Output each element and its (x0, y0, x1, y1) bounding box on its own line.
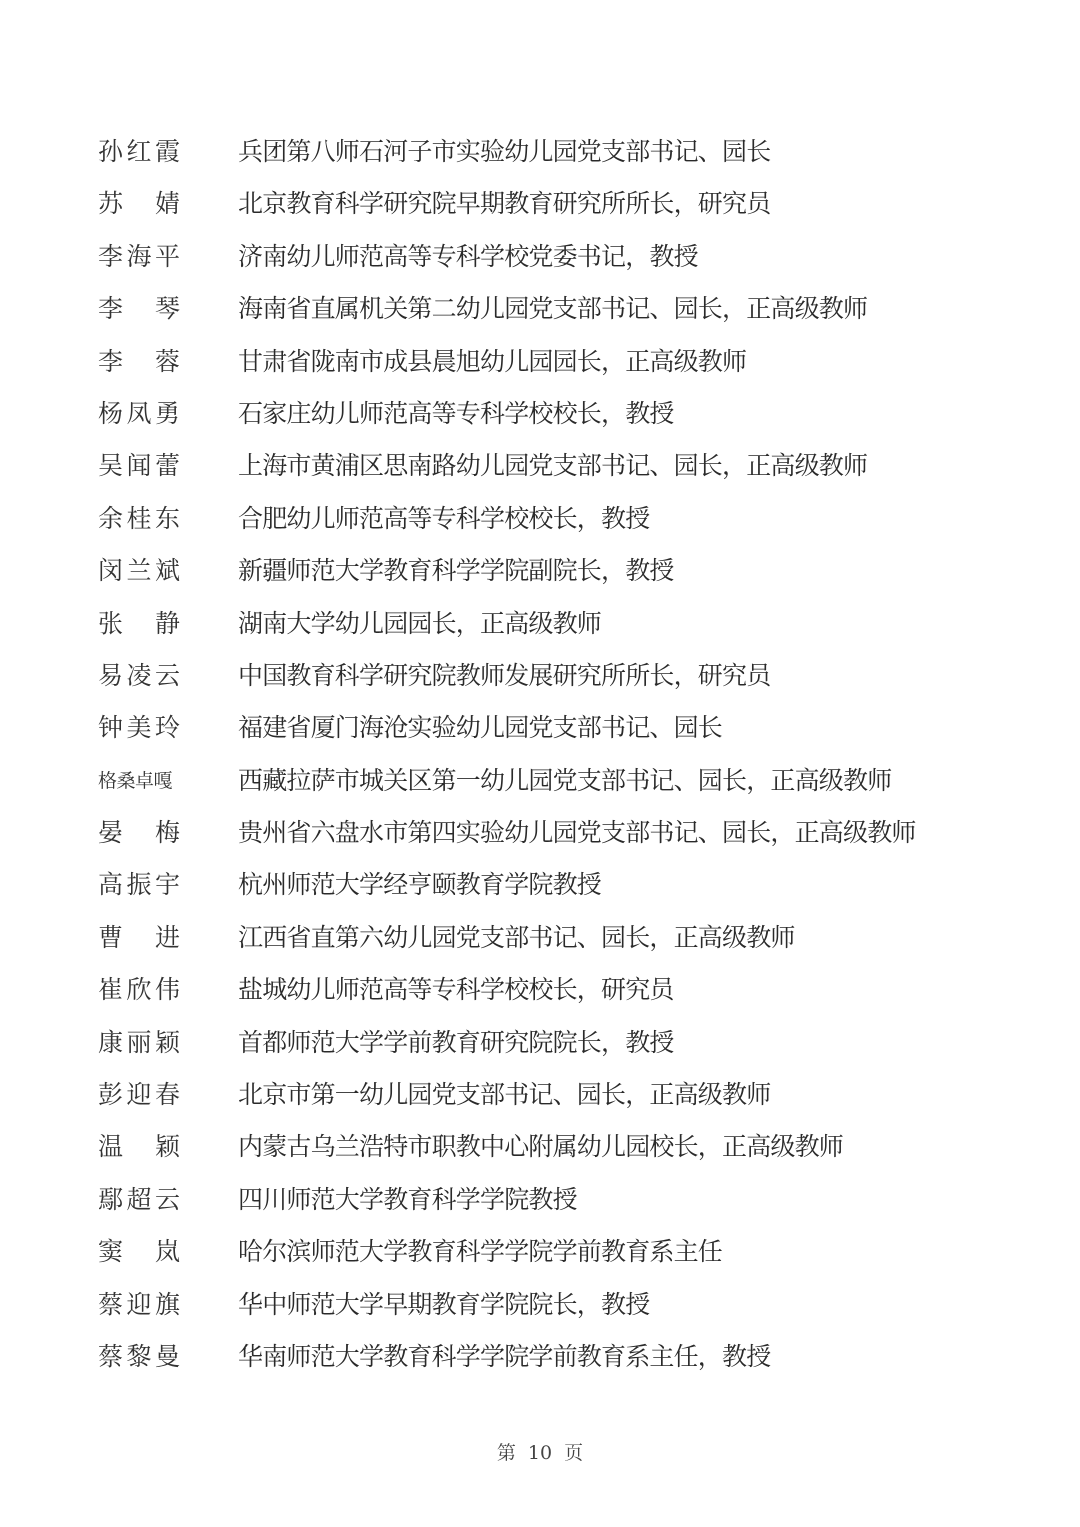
list-item (98, 1283, 998, 1335)
list-item (98, 916, 998, 968)
member-name: 苏 婧 (98, 189, 180, 219)
member-description: 中国教育科学研究院教师发展研究所所长，研究员 (238, 660, 771, 690)
member-name: 格桑卓嘎 (98, 769, 173, 792)
member-name: 鄢超云 (98, 1184, 180, 1214)
member-description: 四川师范大学教育科学学院教授 (238, 1184, 577, 1214)
member-description: 华南师范大学教育科学学院学前教育系主任，教授 (238, 1341, 771, 1371)
member-name: 康丽颖 (98, 1027, 180, 1057)
member-name: 曹 进 (98, 922, 180, 952)
list-item (98, 444, 998, 496)
list-item (98, 1021, 998, 1073)
member-name: 吴闻蕾 (98, 451, 180, 481)
member-name: 李 蓉 (98, 346, 180, 376)
member-name: 李 琴 (98, 294, 180, 324)
list-item (98, 392, 998, 444)
member-name: 蔡黎曼 (98, 1341, 180, 1371)
member-description: 上海市黄浦区思南路幼儿园党支部书记、园长，正高级教师 (238, 451, 868, 481)
list-item (98, 602, 998, 654)
member-name: 李海平 (98, 241, 180, 271)
member-name: 窦 岚 (98, 1237, 180, 1267)
member-name: 温 颖 (98, 1132, 180, 1162)
member-name: 高振宇 (98, 870, 180, 900)
list-item (98, 1335, 998, 1387)
list-item (98, 287, 998, 339)
member-name: 崔欣伟 (98, 975, 180, 1005)
member-description: 哈尔滨师范大学教育科学学院学前教育系主任 (238, 1237, 723, 1267)
member-description: 湖南大学幼儿园园长，正高级教师 (238, 608, 602, 638)
list-item (98, 863, 998, 915)
list-item (98, 968, 998, 1020)
list-item (98, 811, 998, 863)
member-description: 贵州省六盘水市第四实验幼儿园党支部书记、园长，正高级教师 (238, 818, 916, 848)
list-item (98, 706, 998, 758)
member-description: 济南幼儿师范高等专科学校党委书记，教授 (238, 241, 698, 271)
member-description: 海南省直属机关第二幼儿园党支部书记、园长，正高级教师 (238, 294, 868, 324)
member-name: 钟美玲 (98, 713, 180, 743)
list-item (98, 340, 998, 392)
list-item (98, 549, 998, 601)
member-description: 新疆师范大学教育科学学院副院长，教授 (238, 556, 674, 586)
member-description: 江西省直第六幼儿园党支部书记、园长，正高级教师 (238, 922, 795, 952)
member-name: 孙红霞 (98, 137, 180, 166)
list-item (98, 130, 998, 182)
list-item (98, 1073, 998, 1125)
member-description: 福建省厦门海沧实验幼儿园党支部书记、园长 (238, 713, 723, 743)
member-description: 华中师范大学早期教育学院院长，教授 (238, 1289, 650, 1319)
member-description: 北京市第一幼儿园党支部书记、园长，正高级教师 (238, 1080, 771, 1110)
member-description: 盐城幼儿师范高等专科学校校长，研究员 (238, 975, 674, 1005)
member-description: 首都师范大学学前教育研究院院长，教授 (238, 1027, 674, 1057)
list-item (98, 235, 998, 287)
member-name: 张 静 (98, 608, 180, 638)
member-name: 彭迎春 (98, 1080, 180, 1110)
list-item (98, 182, 998, 234)
member-description: 石家庄幼儿师范高等专科学校校长，教授 (238, 398, 674, 428)
member-description: 北京教育科学研究院早期教育研究所所长，研究员 (238, 189, 771, 219)
list-item (98, 759, 998, 811)
member-list (98, 130, 998, 1387)
list-item (98, 497, 998, 549)
member-description: 甘肃省陇南市成县晨旭幼儿园园长，正高级教师 (238, 346, 747, 376)
list-item (98, 1125, 998, 1177)
member-name: 闵兰斌 (98, 556, 180, 586)
member-name: 余桂东 (98, 503, 180, 533)
member-description: 杭州师范大学经亨颐教育学院教授 (238, 870, 602, 900)
list-item (98, 1230, 998, 1282)
member-description: 内蒙古乌兰浩特市职教中心附属幼儿园校长，正高级教师 (238, 1132, 844, 1162)
member-name: 蔡迎旗 (98, 1289, 180, 1319)
member-description: 西藏拉萨市城关区第一幼儿园党支部书记、园长，正高级教师 (238, 765, 892, 795)
member-name: 易凌云 (98, 660, 180, 690)
page-number: 第 10 页 (496, 1442, 584, 1464)
list-item (98, 1178, 998, 1230)
list-item (98, 654, 998, 706)
member-description: 合肥幼儿师范高等专科学校校长，教授 (238, 503, 650, 533)
member-name: 晏 梅 (98, 818, 180, 848)
member-name: 杨凤勇 (98, 398, 180, 428)
member-description: 兵团第八师石河子市实验幼儿园党支部书记、园长 (238, 137, 771, 166)
